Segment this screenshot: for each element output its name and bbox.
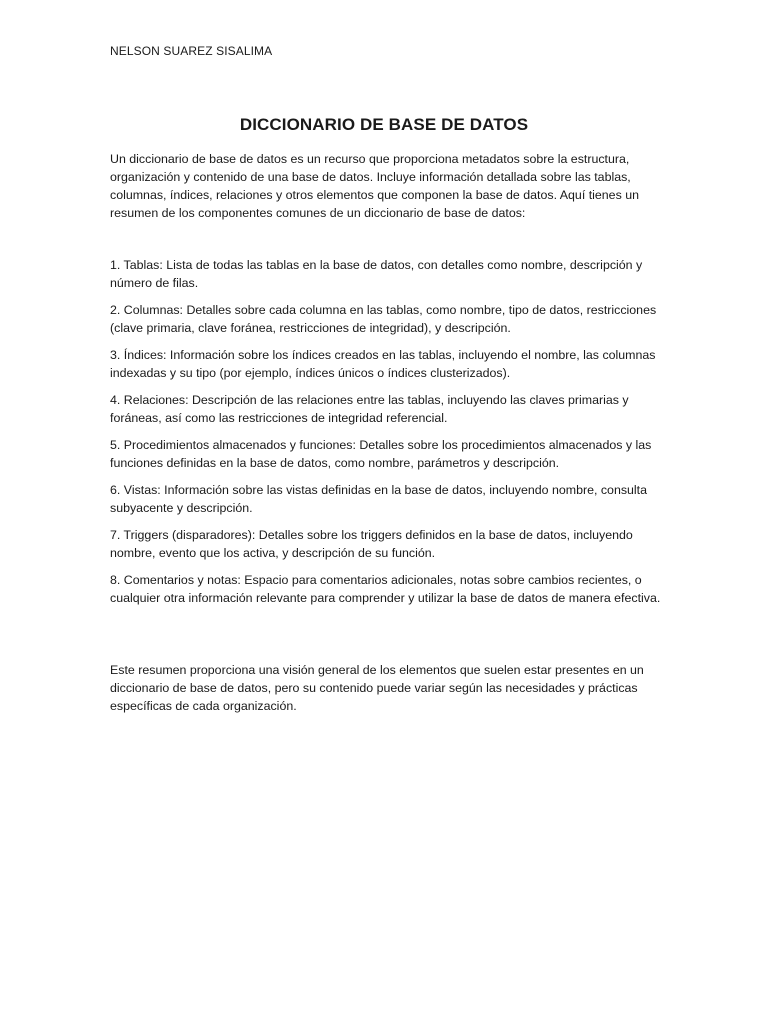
closing-paragraph: Este resumen proporciona una visión general de los elementos que suelen estar presentes en un diccionario de base de datos, pero su contenido puede variar según las necesidades y prácticas específicas de cada organización. — [110, 663, 644, 713]
component-list — [110, 256, 665, 616]
list-item: 3. Índices: Información sobre los índices creados en las tablas, incluyendo el nombre, las columnas indexadas y su tipo (por ejemplo, índices únicos o índices clusterizados). — [110, 348, 656, 380]
list-item: 5. Procedimientos almacenados y funciones: Detalles sobre los procedimientos almacenados y las funciones definidas en la base de datos, como nombre, parámetros y descripción. — [110, 438, 652, 470]
list-item: 4. Relaciones: Descripción de las relaciones entre las tablas, incluyendo las claves primarias y foráneas, así como las restricciones de integridad referencial. — [110, 393, 629, 425]
list-item: 6. Vistas: Información sobre las vistas definidas en la base de datos, incluyendo nombre, consulta subyacente y descripción. — [110, 483, 648, 515]
author-header: NELSON SUAREZ SISALIMA — [110, 44, 273, 58]
list-item: 2. Columnas: Detalles sobre cada columna en las tablas, como nombre, tipo de datos, restricciones (clave primaria, clave foránea, restricciones de integridad), y descripción. — [110, 303, 657, 335]
document-title: DICCIONARIO DE BASE DE DATOS — [239, 115, 529, 134]
intro-paragraph: Un diccionario de base de datos es un recurso que proporciona metadatos sobre la estructura, organización y contenido de una base de datos. Incluye información detallada sobre las tablas, columnas, índices, relaciones y otros elementos que componen la base de datos. Aquí tienes un resumen de los componentes comunes de un diccionario de base de datos: — [110, 152, 639, 220]
list-item: 7. Triggers (disparadores): Detalles sobre los triggers definidos en la base de datos, incluyendo nombre, evento que los activa, y descripción de su función. — [110, 528, 633, 560]
list-item: 1. Tablas: Lista de todas las tablas en la base de datos, con detalles como nombre, descripción y número de filas. — [110, 258, 643, 290]
list-item: 8. Comentarios y notas: Espacio para comentarios adicionales, notas sobre cambios recientes, o cualquier otra información relevante para comprender y utilizar la base de datos de manera efectiva. — [110, 573, 661, 605]
